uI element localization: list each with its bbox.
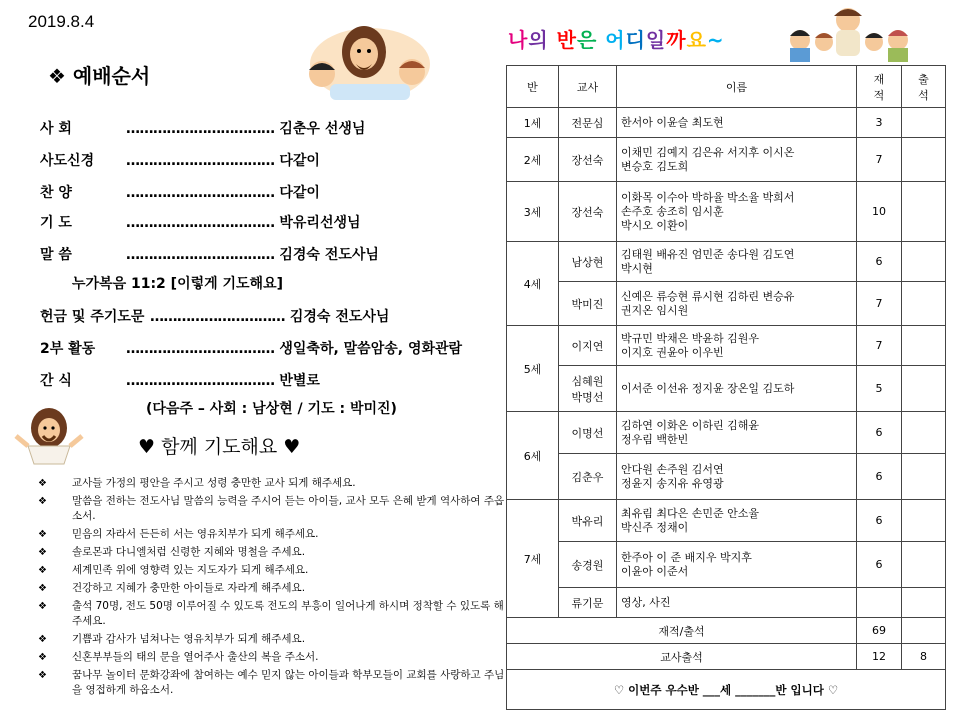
attend-cell bbox=[902, 138, 946, 182]
footer-row bbox=[507, 670, 946, 710]
bullet-icon: ❖ bbox=[38, 634, 47, 645]
class-cell: 2세 bbox=[507, 138, 559, 182]
enrolled-cell: 6 bbox=[857, 242, 902, 282]
attend-cell bbox=[902, 454, 946, 500]
title-char bbox=[549, 28, 557, 52]
bullet-icon: ❖ bbox=[38, 529, 47, 540]
teacher-attendance-label: 교사출석 bbox=[507, 644, 857, 670]
class-cell: 6세 bbox=[507, 412, 559, 500]
teacher-cell: 박유리 bbox=[559, 500, 617, 542]
bullet-icon: ❖ bbox=[38, 547, 47, 558]
bullet-icon: ❖ bbox=[38, 565, 47, 576]
enrolled-cell bbox=[857, 588, 902, 618]
header-names: 이름 bbox=[617, 66, 857, 108]
enrolled-cell: 10 bbox=[857, 182, 902, 242]
worship-order-row bbox=[40, 244, 379, 264]
attend-cell bbox=[902, 588, 946, 618]
teacher-cell: 송경원 bbox=[559, 542, 617, 588]
class-cell: 4세 bbox=[507, 242, 559, 326]
worship-order-value: 생일축하, 말씀암송, 영화관람 bbox=[274, 341, 463, 357]
worship-order-label: 기 도 bbox=[40, 215, 72, 231]
worship-order-dots: ………………………… bbox=[150, 309, 285, 325]
worship-order-dots: …………………………… bbox=[126, 247, 275, 263]
attend-cell bbox=[902, 326, 946, 366]
table-row bbox=[507, 366, 946, 412]
jesus-children-illustration-icon bbox=[300, 14, 440, 104]
title-char: 어 bbox=[605, 28, 626, 52]
worship-order-row bbox=[40, 306, 389, 326]
worship-order-value: 김경숙 전도사님 bbox=[285, 309, 390, 325]
teacher-attend: 8 bbox=[902, 644, 946, 670]
bullet-icon: ❖ bbox=[38, 601, 47, 612]
class-cell: 3세 bbox=[507, 182, 559, 242]
bullet-icon: ❖ bbox=[38, 652, 47, 663]
title-char: 디 bbox=[625, 28, 646, 52]
attend-cell bbox=[902, 182, 946, 242]
bullet-icon: ❖ bbox=[38, 583, 47, 594]
teacher-cell: 장선숙 bbox=[559, 138, 617, 182]
totals-attend bbox=[902, 618, 946, 644]
worship-order-dots: …………………………… bbox=[126, 185, 275, 201]
prayer-text: 신혼부부들의 태의 문을 열어주사 출산의 복을 주소서. bbox=[72, 651, 319, 663]
class-cell: 5세 bbox=[507, 326, 559, 412]
title-char: ~ bbox=[706, 28, 725, 52]
names-cell: 신예은 류승현 류시현 김하린 변승유 권지온 임시원 bbox=[617, 282, 857, 326]
worship-order-label: 찬 양 bbox=[40, 185, 72, 201]
enrolled-cell: 7 bbox=[857, 326, 902, 366]
title-char: 은 bbox=[576, 28, 598, 52]
worship-order-value: 다같이 bbox=[274, 153, 320, 169]
prayer-text: 기쁨과 감사가 넘쳐나는 영유치부가 되게 해주세요. bbox=[72, 633, 306, 645]
worship-order-row bbox=[40, 212, 361, 232]
table-row bbox=[507, 326, 946, 366]
names-cell: 이서준 이선유 정지윤 장온일 김도하 bbox=[617, 366, 857, 412]
jesus-cartoon-icon bbox=[14, 402, 84, 466]
teacher-cell: 이명선 bbox=[559, 412, 617, 454]
totals-enrolled: 69 bbox=[857, 618, 902, 644]
teacher-cell: 남상현 bbox=[559, 242, 617, 282]
worship-order-row bbox=[40, 118, 365, 138]
prayer-text: 꿈나무 놀이터 문화강좌에 참여하는 예수 믿지 않는 아이들과 학부모들이 교회를 사랑하고 주님을 영접하게 하옵소서. bbox=[72, 669, 505, 696]
prayer-text: 출석 70명, 전도 50명 이루어질 수 있도록 전도의 부흥이 일어나게 하시며 정착할 수 있도록 해주세요. bbox=[72, 600, 504, 627]
title-char: 일 bbox=[645, 28, 667, 52]
prayer-text: 말씀을 전하는 전도사님 말씀의 능력을 주시어 듣는 아이들, 교사 모두 은혜 받게 역사하여 주옵소서. bbox=[72, 495, 505, 522]
names-cell: 안다원 손주원 김서연 정윤지 송지유 유영광 bbox=[617, 454, 857, 500]
worship-order-label: 헌금 및 주기도문 bbox=[40, 309, 145, 325]
worship-order-value: 누가복음 11:2 [이렇게 기도해요] bbox=[72, 276, 284, 292]
worship-order-row bbox=[40, 370, 320, 390]
attend-cell bbox=[902, 242, 946, 282]
teacher-cell: 박미진 bbox=[559, 282, 617, 326]
enrolled-cell: 3 bbox=[857, 108, 902, 138]
attend-cell bbox=[902, 366, 946, 412]
table-row bbox=[507, 242, 946, 282]
names-cell: 김하연 이화온 이하린 김해윤 정우림 백한빈 bbox=[617, 412, 857, 454]
attend-cell bbox=[902, 500, 946, 542]
worship-order-label: 2부 활동 bbox=[40, 341, 96, 357]
teacher-cell: 이지연 bbox=[559, 326, 617, 366]
worship-order-label: 간 식 bbox=[40, 373, 72, 389]
bullet-icon: ❖ bbox=[38, 670, 47, 681]
names-cell: 이채민 김예지 김은유 서지후 이시온 변승호 김도희 bbox=[617, 138, 857, 182]
table-row bbox=[507, 108, 946, 138]
class-cell: 1세 bbox=[507, 108, 559, 138]
prayer-text: 솔로몬과 다니엘처럼 신령한 지혜와 명철을 주세요. bbox=[72, 546, 306, 558]
bullet-icon: ❖ bbox=[38, 496, 47, 507]
next-week-note: (다음주 – 사회 : 남상현 / 기도 : 박미진) bbox=[146, 401, 397, 417]
totals-label: 재적/출석 bbox=[507, 618, 857, 644]
worship-order-title: ❖ 예배순서 bbox=[48, 64, 151, 88]
table-row bbox=[507, 588, 946, 618]
names-cell: 한서아 이윤슬 최도현 bbox=[617, 108, 857, 138]
class-cell: 7세 bbox=[507, 500, 559, 618]
date: 2019.8.4 bbox=[28, 12, 95, 31]
header-class: 반 bbox=[507, 66, 559, 108]
table-row bbox=[507, 282, 946, 326]
enrolled-cell: 7 bbox=[857, 282, 902, 326]
children-group-illustration-icon bbox=[778, 4, 920, 62]
title-char: 나 bbox=[508, 28, 529, 52]
attend-cell bbox=[902, 412, 946, 454]
teacher-cell: 전문심 bbox=[559, 108, 617, 138]
prayer-text: 건강하고 지혜가 충만한 아이들로 자라게 해주세요. bbox=[72, 582, 306, 594]
enrolled-cell: 6 bbox=[857, 412, 902, 454]
worship-order-row bbox=[40, 150, 320, 170]
prayer-text: 세계민족 위에 영향력 있는 지도자가 되게 해주세요. bbox=[72, 564, 309, 576]
table-header-row bbox=[507, 66, 946, 108]
names-cell: 최유림 최다은 손민준 안소율 박신주 정채이 bbox=[617, 500, 857, 542]
worship-order-label: 사도신경 bbox=[40, 153, 95, 169]
names-cell: 한주아 이 준 배지우 박지후 이윤아 이준서 bbox=[617, 542, 857, 588]
names-cell: 이화목 이수아 박하율 박소율 박희서 손주호 송조히 임시훈 박시오 이환이 bbox=[617, 182, 857, 242]
worship-order-value: 김춘우 선생님 bbox=[274, 121, 366, 137]
header-enrolled: 재 적 bbox=[857, 66, 902, 108]
table-row bbox=[507, 412, 946, 454]
header-teacher: 교사 bbox=[559, 66, 617, 108]
enrolled-cell: 6 bbox=[857, 500, 902, 542]
enrolled-cell: 5 bbox=[857, 366, 902, 412]
names-cell: 영상, 사진 bbox=[617, 588, 857, 618]
teacher-cell: 류기문 bbox=[559, 588, 617, 618]
best-class-footer: ♡ 이번주 우수반 ___세 _______반 입니다 ♡ bbox=[507, 670, 946, 710]
worship-order-dots: …………………………… bbox=[126, 215, 275, 231]
attend-cell bbox=[902, 542, 946, 588]
worship-order-value: 반별로 bbox=[274, 373, 320, 389]
title-char: 의 bbox=[528, 28, 549, 52]
title-char bbox=[597, 28, 605, 52]
worship-order-row bbox=[72, 273, 283, 293]
worship-order-row bbox=[40, 182, 320, 202]
enrolled-cell: 7 bbox=[857, 138, 902, 182]
prayer-title: ♥ 함께 기도해요 ♥ bbox=[138, 436, 301, 458]
teacher-enrolled: 12 bbox=[857, 644, 902, 670]
bullet-icon: ❖ bbox=[38, 478, 47, 489]
class-table-title bbox=[508, 24, 725, 53]
teacher-cell: 장선숙 bbox=[559, 182, 617, 242]
worship-order-value: 김경숙 전도사님 bbox=[274, 247, 379, 263]
worship-order-dots: …………………………… bbox=[126, 121, 275, 137]
worship-order-dots: …………………………… bbox=[126, 341, 275, 357]
title-char: 반 bbox=[556, 28, 577, 52]
worship-order-label: 사 회 bbox=[40, 121, 72, 137]
worship-order-dots: …………………………… bbox=[126, 373, 275, 389]
teacher-cell: 김춘우 bbox=[559, 454, 617, 500]
enrolled-cell: 6 bbox=[857, 542, 902, 588]
table-row bbox=[507, 500, 946, 542]
prayer-text: 믿음의 자라서 든든히 서는 영유치부가 되게 해주세요. bbox=[72, 528, 319, 540]
table-row bbox=[507, 138, 946, 182]
names-cell: 박규민 박채은 박윤하 김원우 이지호 권윤아 이우빈 bbox=[617, 326, 857, 366]
worship-order-value: 다같이 bbox=[274, 185, 320, 201]
table-row bbox=[507, 454, 946, 500]
attend-cell bbox=[902, 282, 946, 326]
table-row bbox=[507, 182, 946, 242]
totals-row bbox=[507, 618, 946, 644]
prayer-text: 교사들 가정의 평안을 주시고 성령 충만한 교사 되게 해주세요. bbox=[72, 477, 356, 489]
header-attend: 출 석 bbox=[902, 66, 946, 108]
title-char: 까 bbox=[666, 28, 687, 52]
enrolled-cell: 6 bbox=[857, 454, 902, 500]
class-table bbox=[506, 65, 946, 710]
worship-order-row bbox=[40, 338, 462, 358]
worship-order-dots: …………………………… bbox=[126, 153, 275, 169]
attend-cell bbox=[902, 108, 946, 138]
worship-order-label: 말 씀 bbox=[40, 247, 72, 263]
names-cell: 김태원 배유진 엄민준 송다원 김도연 박시현 bbox=[617, 242, 857, 282]
table-row bbox=[507, 542, 946, 588]
worship-order-value: 박유리선생님 bbox=[274, 215, 361, 231]
teacher-cell: 심혜원 박명선 bbox=[559, 366, 617, 412]
teacher-attendance-row bbox=[507, 644, 946, 670]
title-char: 요 bbox=[686, 28, 707, 52]
